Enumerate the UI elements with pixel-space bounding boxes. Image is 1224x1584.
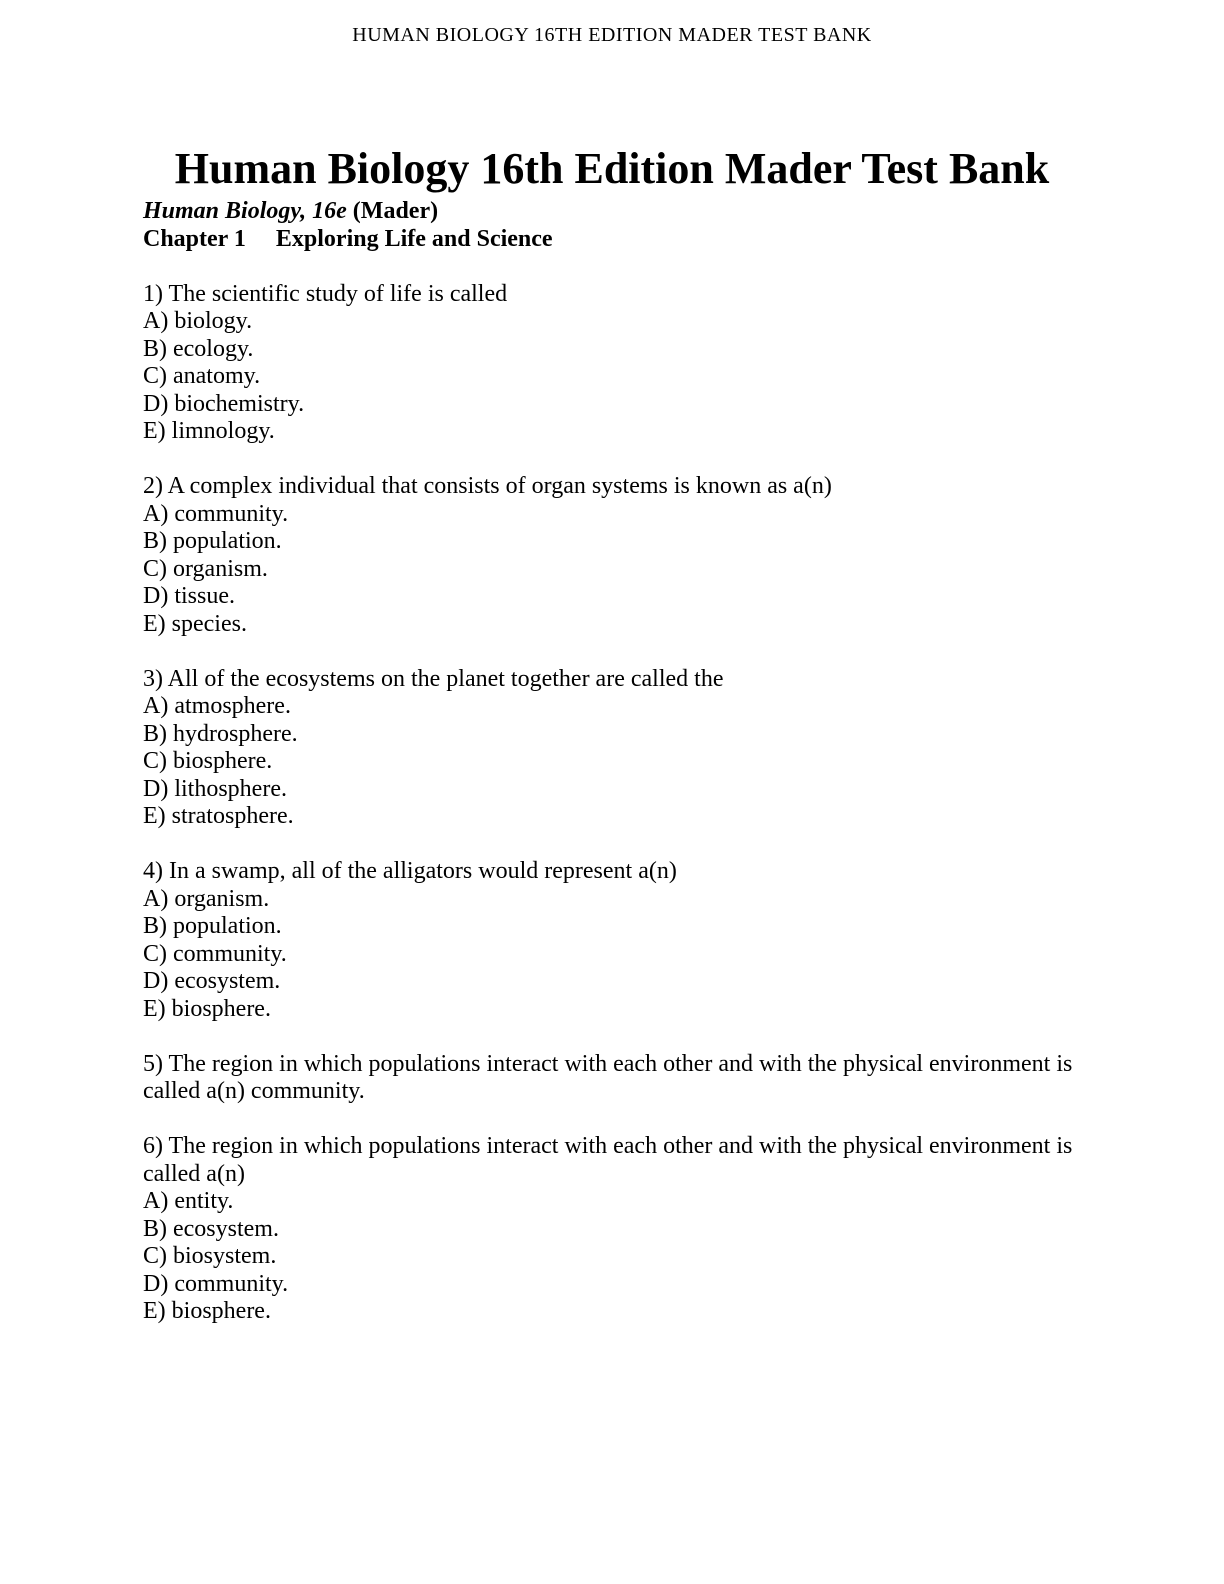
book-title-italic: Human Biology, 16e [143,198,347,224]
question-2-option-D: D) tissue. [143,583,235,609]
question-5-text-line-2: called a(n) community. [143,1078,365,1104]
question-3-option-C: C) biosphere. [143,748,273,774]
question-2-option-C: C) organism. [143,555,268,582]
question-3-option-A: A) atmosphere. [143,693,291,719]
question-4-option-C: C) community. [143,940,287,967]
question-2-text-line-1: 2) A complex individual that consists of organ systems is known as a(n) [143,473,832,499]
question-6-text-line-2: called a(n) [143,1160,245,1187]
question-3-option-B: B) hydrosphere. [143,720,298,747]
question-1-option-B: B) ecology. [143,335,254,362]
question-4-option-B: B) population. [143,913,282,939]
question-1-option-D: D) biochemistry. [143,390,305,417]
question-4-option-D: D) ecosystem. [143,968,281,994]
chapter-label: Chapter 1 [143,225,246,252]
question-6 [143,1133,1224,1326]
question-1-option-A: A) biology. [143,308,253,334]
book-author: (Mader) [352,198,439,224]
question-6-text-line-1: 6) The region in which populations interact with each other and with the physical environment is [143,1133,1073,1159]
question-4-text-line-1: 4) In a swamp, all of the alligators would represent a(n) [143,858,677,884]
question-5 [143,1051,1224,1106]
questions [143,281,1224,1326]
question-2-option-E: E) species. [143,610,247,637]
question-1-option-E: E) limnology. [143,418,275,444]
running-header: HUMAN BIOLOGY 16TH EDITION MADER TEST BANK [352,24,872,46]
document-title: Human Biology 16th Edition Mader Test Bank [174,144,1050,193]
question-3-option-E: E) stratosphere. [143,803,294,829]
question-6-option-A: A) entity. [143,1188,234,1214]
question-6-option-B: B) ecosystem. [143,1215,279,1242]
question-1-text-line-1: 1) The scientific study of life is called [143,280,508,307]
question-4-option-A: A) organism. [143,885,270,912]
question-6-option-C: C) biosystem. [143,1243,277,1269]
question-3 [143,666,1224,831]
book-subtitle-line [143,198,1224,226]
question-1 [143,281,1224,446]
question-2-option-B: B) population. [143,528,282,554]
chapter-name: Exploring Life and Science [275,225,553,252]
question-4-option-E: E) biosphere. [143,995,271,1022]
question-3-option-D: D) lithosphere. [143,775,287,802]
question-3-text-line-1: 3) All of the ecosystems on the planet together are called the [143,665,724,692]
question-4 [143,858,1224,1023]
chapter-heading [143,226,1224,254]
question-6-option-E: E) biosphere. [143,1298,271,1324]
question-1-option-C: C) anatomy. [143,363,261,389]
question-5-text-line-1: 5) The region in which populations interact with each other and with the physical environment is [143,1050,1073,1077]
question-2 [143,473,1224,638]
question-6-option-D: D) community. [143,1270,289,1297]
question-2-option-A: A) community. [143,500,289,527]
